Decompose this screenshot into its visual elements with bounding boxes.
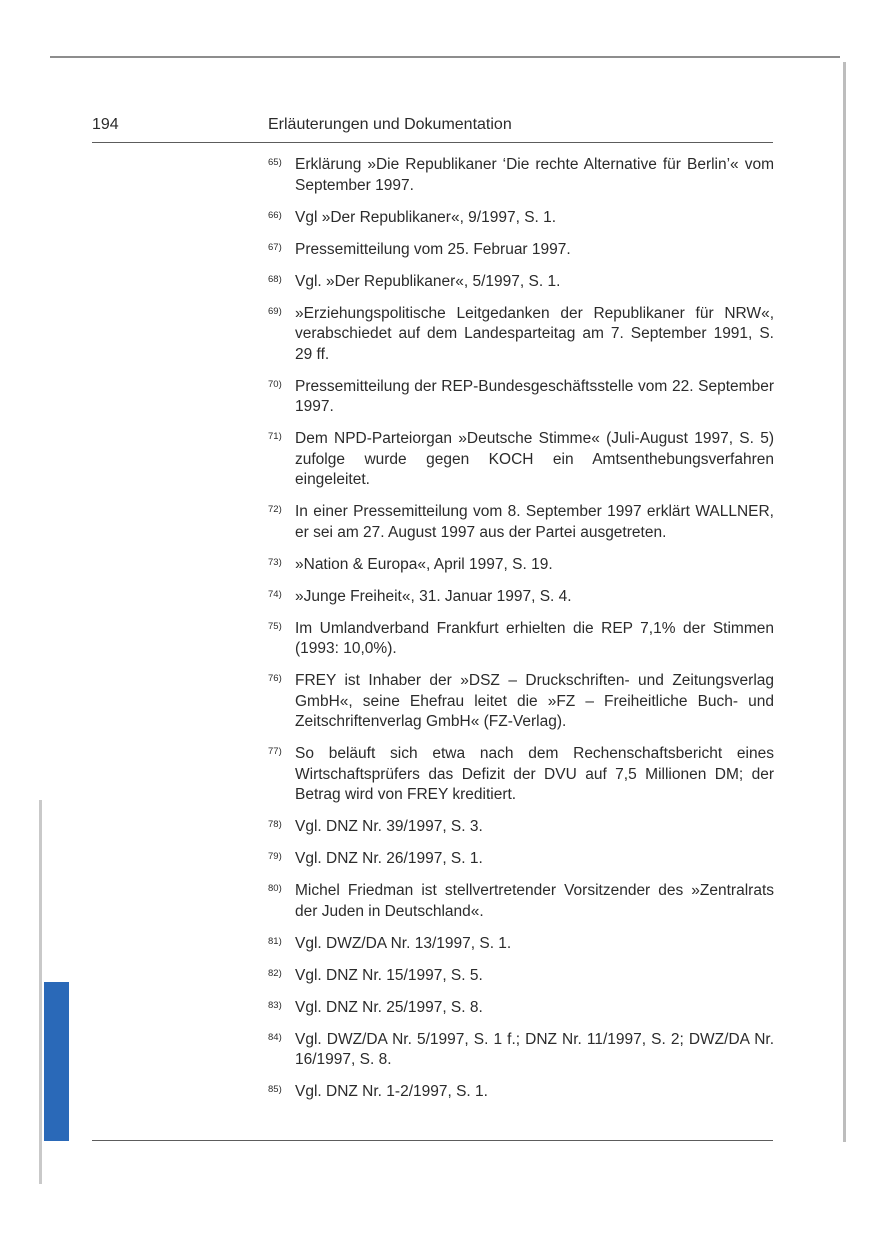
footnote-number: 77) <box>268 746 282 757</box>
footnote <box>268 555 774 576</box>
footnote <box>268 817 774 838</box>
footnote <box>268 619 774 660</box>
footnote-number: 72) <box>268 504 282 515</box>
chapter-color-tab <box>44 982 69 1141</box>
footnote-text: Vgl. DNZ Nr. 25/1997, S. 8. <box>295 998 483 1016</box>
footnote-text: Vgl. DNZ Nr. 15/1997, S. 5. <box>295 966 483 984</box>
footnote-text: Vgl »Der Republikaner«, 9/1997, S. 1. <box>295 208 557 226</box>
footnote <box>268 744 774 806</box>
footnote-text: Vgl. DNZ Nr. 39/1997, S. 3. <box>295 818 483 835</box>
footnote <box>268 998 774 1019</box>
footnote-text: Im Umlandverband Frankfurt erhielten die REP 7,1% der Stimmen (1993: 10,0%). <box>295 619 774 657</box>
footnote <box>268 272 774 293</box>
footnote <box>268 502 774 543</box>
footnote-number: 73) <box>268 556 282 568</box>
footnote-text: In einer Pressemitteilung vom 8. September 1997 erklärt WALLNER, er sei am 27. August 1997 aus der Partei ausgetreten. <box>295 503 774 541</box>
footnote-text: »Junge Freiheit«, 31. Januar 1997, S. 4. <box>295 587 572 605</box>
footnote <box>268 881 774 922</box>
footnote-text: »Erziehungspolitische Leitgedanken der Republikaner für NRW«, verabschiedet auf dem Landesparteitag am 7. September 1991, S. 29 ff. <box>295 304 774 363</box>
footnote-number: 65) <box>268 157 282 168</box>
footnote-number: 78) <box>268 819 282 830</box>
footnote-number: 81) <box>268 935 282 947</box>
footnote <box>268 934 774 955</box>
footnote-text: Vgl. »Der Republikaner«, 5/1997, S. 1. <box>295 272 561 290</box>
footnote-number: 85) <box>268 1084 282 1095</box>
footnote <box>268 304 774 366</box>
footnote <box>268 208 774 229</box>
footnote <box>268 966 774 987</box>
scan-right-edge <box>843 62 846 1142</box>
footnote <box>268 429 774 491</box>
footnote-number: 83) <box>268 999 282 1011</box>
footnote-number: 84) <box>268 1031 282 1043</box>
footnote <box>268 377 774 418</box>
footnote-number: 80) <box>268 883 282 894</box>
footnote <box>268 587 774 608</box>
footnote <box>268 155 774 196</box>
footnote-number: 74) <box>268 588 282 600</box>
footnote-number: 70) <box>268 378 282 390</box>
footnote <box>268 671 774 733</box>
footnote-number: 67) <box>268 241 282 253</box>
footnote <box>268 1082 774 1103</box>
footnote-number: 82) <box>268 967 282 979</box>
footer-rule <box>92 1140 773 1141</box>
page-number: 194 <box>92 116 119 133</box>
footnote-list <box>268 155 774 1114</box>
footnote-text: Vgl. DNZ Nr. 1-2/1997, S. 1. <box>295 1083 488 1100</box>
footnote-text: So beläuft sich etwa nach dem Rechenschaftsbericht eines Wirtschaftsprüfers das Defizit der DVU auf 7,5 Millionen DM; der Betrag wird von FREY kreditiert. <box>295 745 774 803</box>
footnote-text: Vgl. DWZ/DA Nr. 5/1997, S. 1 f.; DNZ Nr. 11/1997, S. 2; DWZ/DA Nr. 16/1997, S. 8. <box>295 1030 774 1068</box>
footnote-text: »Nation & Europa«, April 1997, S. 19. <box>295 555 553 573</box>
running-title: Erläuterungen und Dokumentation <box>268 116 512 133</box>
footnote <box>268 1030 774 1071</box>
footnote-text: Erklärung »Die Republikaner ‘Die rechte Alternative für Berlin’« vom September 1997. <box>295 156 774 194</box>
footnote-text: Pressemitteilung der REP-Bundesgeschäftsstelle vom 22. September 1997. <box>295 377 774 415</box>
scan-left-edge <box>39 800 42 1184</box>
footnote-number: 71) <box>268 431 282 442</box>
scan-top-edge <box>50 56 840 58</box>
footnote-number: 79) <box>268 851 282 862</box>
footnote-number: 76) <box>268 673 282 684</box>
header-rule <box>92 142 773 143</box>
footnote-text: Pressemitteilung vom 25. Februar 1997. <box>295 240 571 258</box>
footnote <box>268 849 774 870</box>
footnote-number: 75) <box>268 620 282 632</box>
footnote-text: Dem NPD-Parteiorgan »Deutsche Stimme« (Juli-August 1997, S. 5) zufolge wurde gegen KOCH ein Amtsenthebungsverfahren eingeleitet. <box>295 430 774 488</box>
footnote-text: FREY ist Inhaber der »DSZ – Druckschriften- und Zeitungsverlag GmbH«, seine Ehefrau leitet die »FZ – Freiheitliche Buch- und Zeitschriftenverlag GmbH« (FZ-Verlag). <box>295 672 774 730</box>
footnote-text: Vgl. DNZ Nr. 26/1997, S. 1. <box>295 850 483 867</box>
footnote-number: 69) <box>268 305 282 317</box>
footnote-number: 68) <box>268 273 282 285</box>
footnote-text: Vgl. DWZ/DA Nr. 13/1997, S. 1. <box>295 934 512 952</box>
footnote <box>268 240 774 261</box>
footnote-number: 66) <box>268 209 282 221</box>
footnote-text: Michel Friedman ist stellvertretender Vorsitzender des »Zentralrats der Juden in Deutschland«. <box>295 882 774 920</box>
